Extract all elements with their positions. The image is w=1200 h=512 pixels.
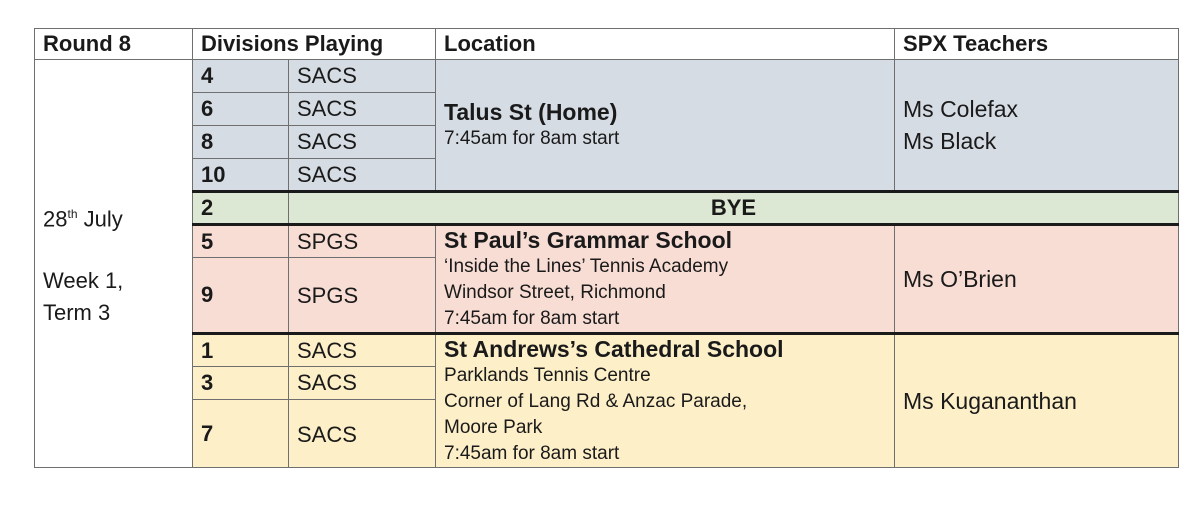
header-teachers: SPX Teachers xyxy=(895,29,1179,60)
location-cell xyxy=(436,60,895,192)
location-line: Moore Park xyxy=(444,417,543,438)
division-number: 3 xyxy=(193,367,289,400)
division-school: SPGS xyxy=(289,225,436,258)
header-location: Location xyxy=(436,29,895,60)
table-row xyxy=(35,192,1179,225)
location-line: Windsor Street, Richmond xyxy=(444,282,666,303)
table-row xyxy=(35,225,1179,258)
division-school: SPGS xyxy=(289,258,436,334)
teachers-cell xyxy=(895,60,1179,192)
division-number: 7 xyxy=(193,400,289,468)
division-school: SACS xyxy=(289,126,436,159)
date-cell xyxy=(35,60,193,468)
date-text: 28th July xyxy=(43,206,123,232)
location-line: 7:45am for 8am start xyxy=(444,443,620,464)
division-number: 10 xyxy=(193,159,289,192)
teacher-name: Ms Kugananthan xyxy=(903,388,1077,414)
teacher-name: Ms Colefax xyxy=(903,96,1019,122)
division-number: 5 xyxy=(193,225,289,258)
location-line: 7:45am for 8am start xyxy=(444,308,620,329)
division-number: 2 xyxy=(193,192,289,225)
term-text: Term 3 xyxy=(43,300,111,326)
division-number: 1 xyxy=(193,334,289,367)
teacher-name: Ms O’Brien xyxy=(903,266,1017,292)
division-school: SACS xyxy=(289,367,436,400)
location-line: ‘Inside the Lines’ Tennis Academy xyxy=(444,256,729,277)
division-number: 6 xyxy=(193,93,289,126)
table-row xyxy=(35,334,1179,367)
bye-label: BYE xyxy=(289,192,1179,225)
location-cell xyxy=(436,334,895,468)
location-title: St Andrews’s Cathedral School xyxy=(444,336,784,362)
division-school: SACS xyxy=(289,334,436,367)
teachers-cell xyxy=(895,334,1179,468)
division-school: SACS xyxy=(289,93,436,126)
teacher-name: Ms Black xyxy=(903,128,997,154)
division-school: SACS xyxy=(289,60,436,93)
division-number: 8 xyxy=(193,126,289,159)
division-number: 9 xyxy=(193,258,289,334)
location-title: St Paul’s Grammar School xyxy=(444,227,733,253)
header-divisions: Divisions Playing xyxy=(193,29,436,60)
week-text: Week 1, xyxy=(43,268,124,294)
location-line: 7:45am for 8am start xyxy=(444,128,620,149)
location-cell xyxy=(436,225,895,334)
division-school: SACS xyxy=(289,400,436,468)
header-row xyxy=(35,29,1179,60)
location-line: Parklands Tennis Centre xyxy=(444,365,651,386)
table-row xyxy=(35,60,1179,93)
teachers-cell xyxy=(895,225,1179,334)
location-title: Talus St (Home) xyxy=(444,99,618,125)
header-round: Round 8 xyxy=(35,29,193,60)
division-number: 4 xyxy=(193,60,289,93)
location-line: Corner of Lang Rd & Anzac Parade, xyxy=(444,391,748,412)
fixture-table xyxy=(34,28,1179,468)
division-school: SACS xyxy=(289,159,436,192)
